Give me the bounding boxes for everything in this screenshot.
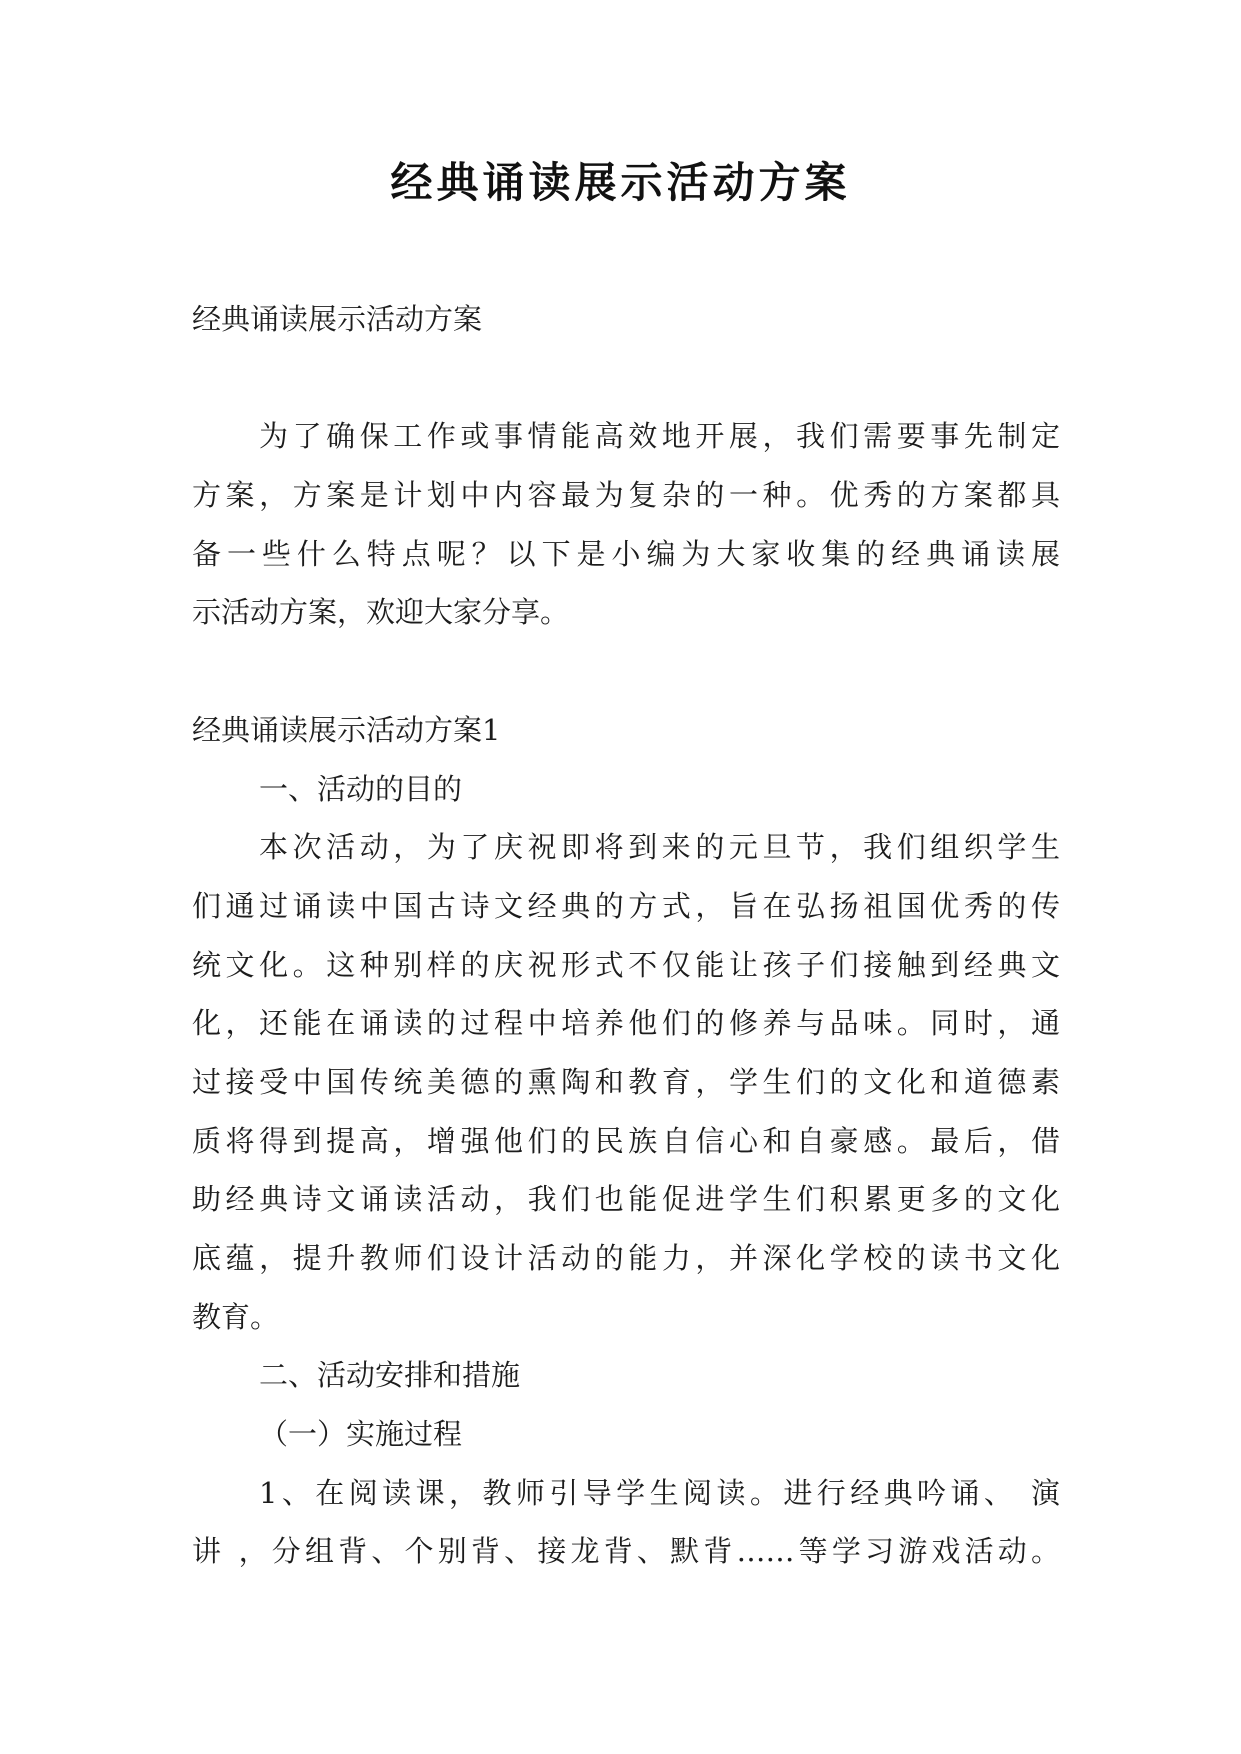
intro-line: 方案，方案是计划中内容最为复杂的一种。优秀的方案都具 [192, 478, 1060, 513]
body-line: 统文化。这种别样的庆祝形式不仅能让孩子们接触到经典文 [192, 947, 1060, 982]
intro-line: 为了确保工作或事情能高效地开展，我们需要事先制定 [259, 419, 1060, 454]
document-body [192, 290, 1060, 1581]
body-line: 教育。 [192, 1299, 280, 1334]
list-item-line: 1、在阅读课，教师引导学生阅读。进行经典吟诵、 演 [259, 1475, 1060, 1510]
intro-line: 示活动方案，欢迎大家分享。 [192, 595, 570, 630]
body-line: 助经典诗文诵读活动，我们也能促进学生们积累更多的文化 [192, 1182, 1060, 1217]
list-item-line: 讲 ，分组背、个别背、接龙背、默背……等学习游戏活动。 [192, 1534, 1060, 1569]
section-title: 经典诵读展示活动方案1 [192, 712, 501, 747]
body-line: 底蕴，提升教师们设计活动的能力，并深化学校的读书文化 [192, 1241, 1060, 1275]
paragraph-spacer [192, 642, 1060, 701]
paragraph-spacer [192, 349, 1060, 408]
body-line: 本次活动，为了庆祝即将到来的元旦节，我们组织学生 [259, 830, 1060, 865]
intro-line: 备一些什么特点呢？以下是小编为大家收集的经典诵读展 [192, 536, 1060, 571]
heading-purpose: 一、活动的目的 [259, 771, 463, 806]
subheading-process: （一）实施过程 [259, 1417, 463, 1452]
heading-arrangements: 二、活动安排和措施 [259, 1358, 521, 1393]
body-line: 们通过诵读中国古诗文经典的方式，旨在弘扬祖国优秀的传 [192, 888, 1060, 923]
body-line: 化，还能在诵读的过程中培养他们的修养与品味。同时，通 [192, 1006, 1060, 1041]
body-line: 质将得到提高，增强他们的民族自信心和自豪感。最后，借 [192, 1123, 1060, 1158]
body-line: 过接受中国传统美德的熏陶和教育，学生们的文化和道德素 [192, 1064, 1060, 1099]
document-subtitle: 经典诵读展示活动方案 [192, 302, 483, 336]
document-title: 经典诵读展示活动方案 [390, 158, 851, 207]
